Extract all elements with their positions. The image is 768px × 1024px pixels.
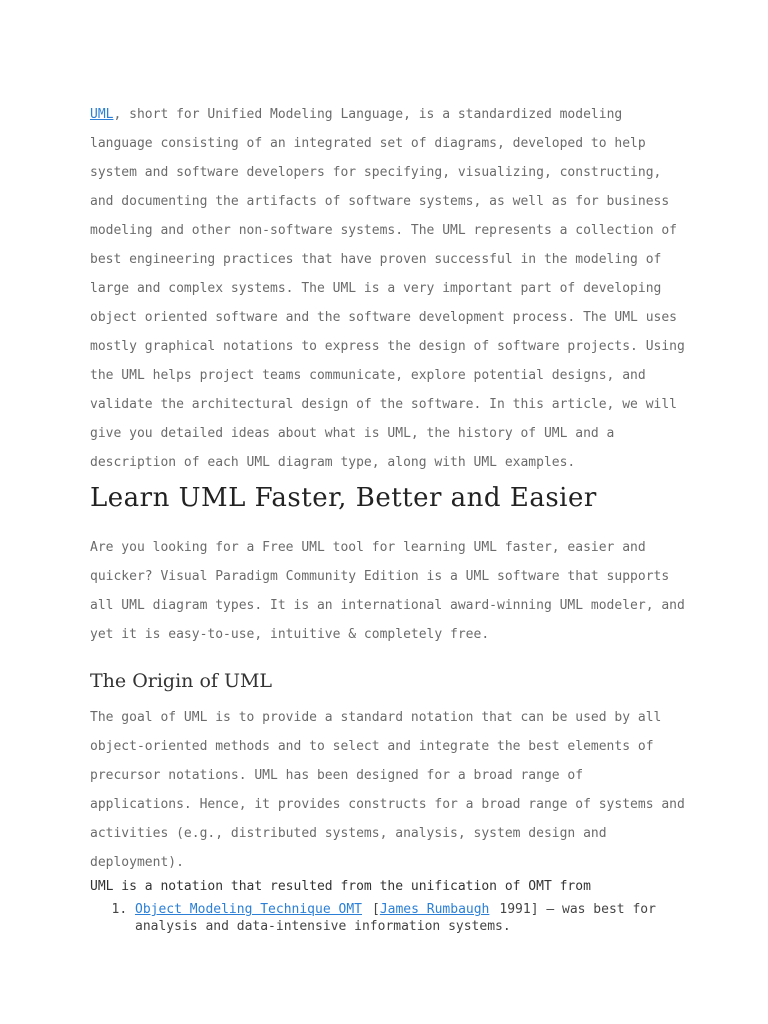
- article-body: [90, 100, 690, 935]
- section-heading-learn-uml: Learn UML Faster, Better and Easier: [90, 483, 597, 513]
- unification-lead-in: UML is a notation that resulted from the unification of OMT from: [90, 879, 591, 894]
- learn-uml-paragraph: Are you looking for a Free UML tool for learning UML faster, easier and quicker? Visual Paradigm Community Edition is a UML software that supports all UML diagram types. It is an international award-winning UML modeler, and yet it is easy-to-use, intuitive & completely free.: [90, 540, 685, 642]
- origin-paragraph: The goal of UML is to provide a standard notation that can be used by all object-oriented methods and to select and integrate the best elements of precursor notations. UML has been designed for a broad range of applications. Hence, it provides constructs for a broad range of systems and activities (e.g., distributed systems, analysis, system design and deployment).: [90, 710, 685, 870]
- list-item-text: 1991] – was best for analysis and data-intensive information systems.: [135, 902, 656, 934]
- james-rumbaugh-link[interactable]: James Rumbaugh: [379, 902, 490, 917]
- uml-link[interactable]: UML: [90, 107, 114, 122]
- section-heading-origin-of-uml: The Origin of UML: [90, 670, 273, 692]
- precursor-list: [90, 901, 690, 935]
- bracket-open: [: [371, 902, 380, 917]
- intro-text: , short for Unified Modeling Language, is a standardized modeling language consisting of an integrated set of diagrams, developed to help system and software developers for specifying, visualizing, constructing, and documenting the artifacts of software systems, as well as for business modeling and other non-software systems. The UML represents a collection of best engineering practices that have proven successful in the modeling of large and complex systems. The UML is a very important part of developing object oriented software and the software development process. The UML uses mostly graphical notations to express the design of software projects. Using the UML helps project teams communicate, explore potential designs, and validate the architectural design of the software. In this article, we will give you detailed ideas about what is UML, the history of UML and a description of each UML diagram type, along with UML examples.: [90, 107, 685, 470]
- list-item: [135, 901, 690, 935]
- omt-link[interactable]: Object Modeling Technique OMT: [135, 902, 362, 917]
- intro-paragraph: [90, 100, 690, 477]
